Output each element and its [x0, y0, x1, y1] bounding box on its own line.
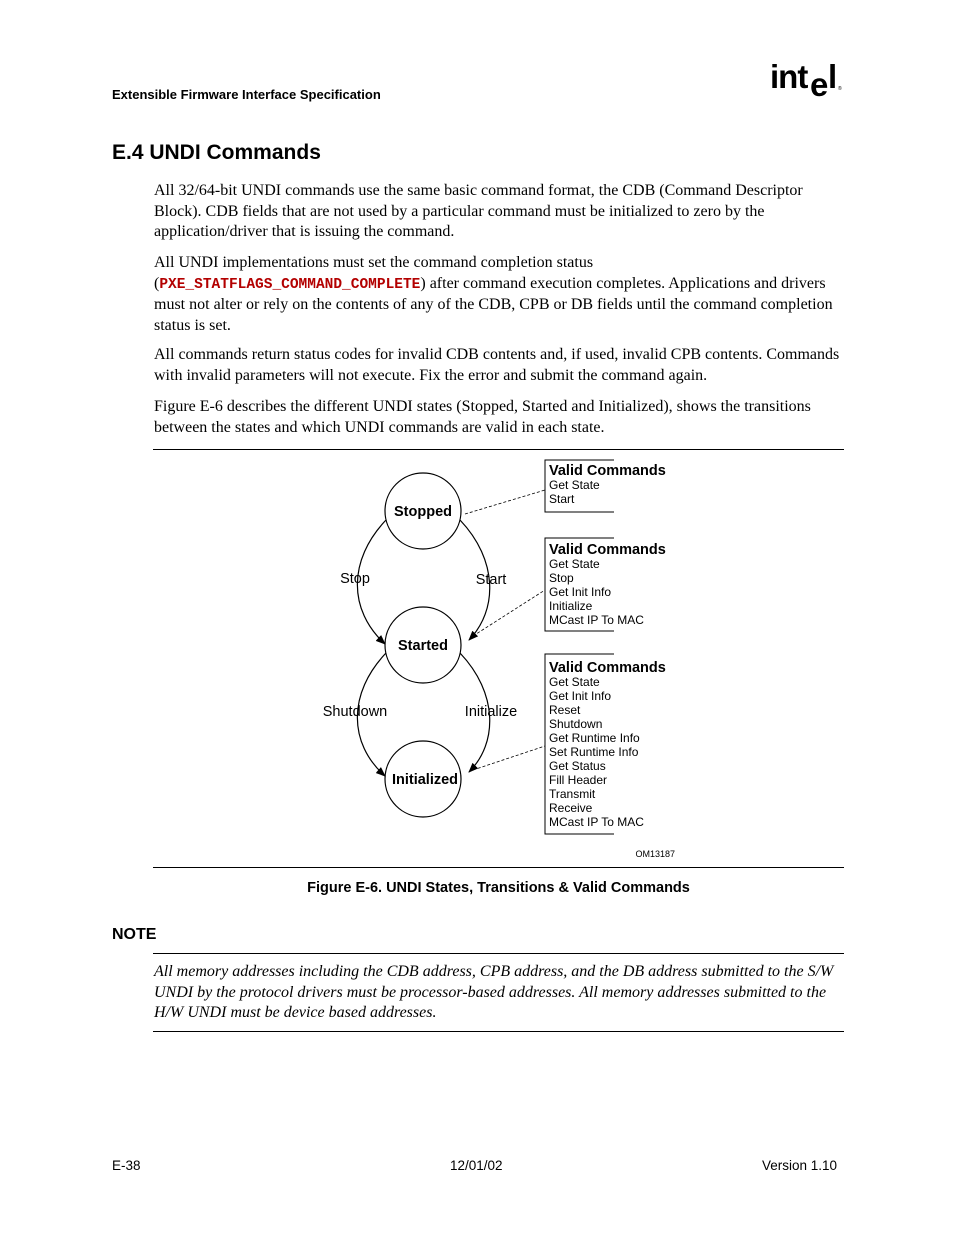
box-item: Receive: [549, 801, 593, 815]
note-bottom-rule: [153, 1031, 844, 1032]
state-label-started: Started: [398, 638, 448, 654]
transition-label-stop: Stop: [340, 571, 370, 587]
box-item: Reset: [549, 703, 581, 717]
footer-page-number: E-38: [112, 1158, 141, 1173]
intel-logo: [770, 58, 845, 104]
running-header: Extensible Firmware Interface Specification: [112, 87, 381, 102]
svg-text:int: int: [770, 58, 808, 95]
box-item: Transmit: [549, 787, 596, 801]
section-title: E.4 UNDI Commands: [112, 141, 321, 164]
transition-label-shutdown: Shutdown: [322, 704, 388, 720]
leader-stopped: [465, 490, 545, 514]
note-heading: NOTE: [112, 926, 157, 943]
box-item: Shutdown: [549, 717, 603, 731]
box-item: Get Status: [549, 759, 606, 773]
box-item: Get Runtime Info: [549, 731, 640, 745]
box-item: Get State: [549, 478, 600, 492]
note-text: All memory addresses including the CDB address, CPB address, and the DB address submitted to the S/W UNDI by the protocol drivers must be processor-based addresses. All memory addresses submitted to the H/W UNDI must be device based addresses.: [154, 963, 834, 1021]
box-item: Stop: [549, 571, 574, 585]
figure-bottom-rule: [153, 867, 844, 868]
note-top-rule: [153, 953, 844, 954]
box-title-started: Valid Commands: [549, 542, 666, 558]
transition-label-initialize: Initialize: [464, 704, 518, 720]
undi-state-diagram: [153, 450, 844, 867]
paragraph-status-codes: All commands return status codes for invalid CDB contents and, if used, invalid CPB contents. Commands with invalid parameters will not execute. Fix the error and submit the command again.: [154, 346, 840, 384]
footer-version: Version 1.10: [762, 1158, 838, 1173]
paragraph-cdb-format: All 32/64-bit UNDI commands use the same basic command format, the CDB (Command Descriptor Block). CDB fields that are not used by a particular command must be initialized to zero by the application/driver that is issuing the command.: [154, 182, 803, 240]
footer-date: 12/01/02: [450, 1158, 503, 1173]
state-label-stopped: Stopped: [394, 504, 452, 520]
transition-label-start: Start: [475, 572, 507, 588]
svg-text:e: e: [810, 66, 829, 103]
p2-text-after: ) after command execution completes. Applications and drivers must not alter or rely on the contents of any of the CDB, CPB or DB fields until the command completion status is set.: [154, 274, 833, 334]
svg-text:l: l: [828, 58, 838, 95]
box-item: Get Init Info: [549, 585, 612, 599]
box-item: Set Runtime Info: [549, 745, 639, 759]
box-item: Get State: [549, 675, 600, 689]
paragraph-completion-status: [154, 253, 844, 336]
box-title-stopped: Valid Commands: [549, 463, 666, 479]
paragraph-figure-description: Figure E-6 describes the different UNDI states (Stopped, Started and Initialized), shows the transitions between the states and which UNDI commands are valid in each state.: [154, 398, 811, 436]
status-flag-code: PXE_STATFLAGS_COMMAND_COMPLETE: [159, 276, 421, 293]
box-item: MCast IP To MAC: [549, 815, 644, 829]
box-item: MCast IP To MAC: [549, 613, 644, 627]
leader-started: [473, 590, 545, 636]
svg-text:®: ®: [838, 86, 842, 92]
box-item: Get Init Info: [549, 689, 612, 703]
box-item: Initialize: [549, 599, 593, 613]
box-item: Start: [549, 492, 575, 506]
p2-text-before: All UNDI implementations must set the command completion status (: [154, 254, 594, 292]
box-title-initialized: Valid Commands: [549, 660, 666, 676]
figure-id: OM13187: [635, 849, 675, 859]
figure-caption: Figure E-6. UNDI States, Transitions & Valid Commands: [307, 880, 690, 896]
box-item: Get State: [549, 557, 600, 571]
box-item: Fill Header: [549, 773, 608, 787]
state-label-initialized: Initialized: [391, 772, 459, 788]
